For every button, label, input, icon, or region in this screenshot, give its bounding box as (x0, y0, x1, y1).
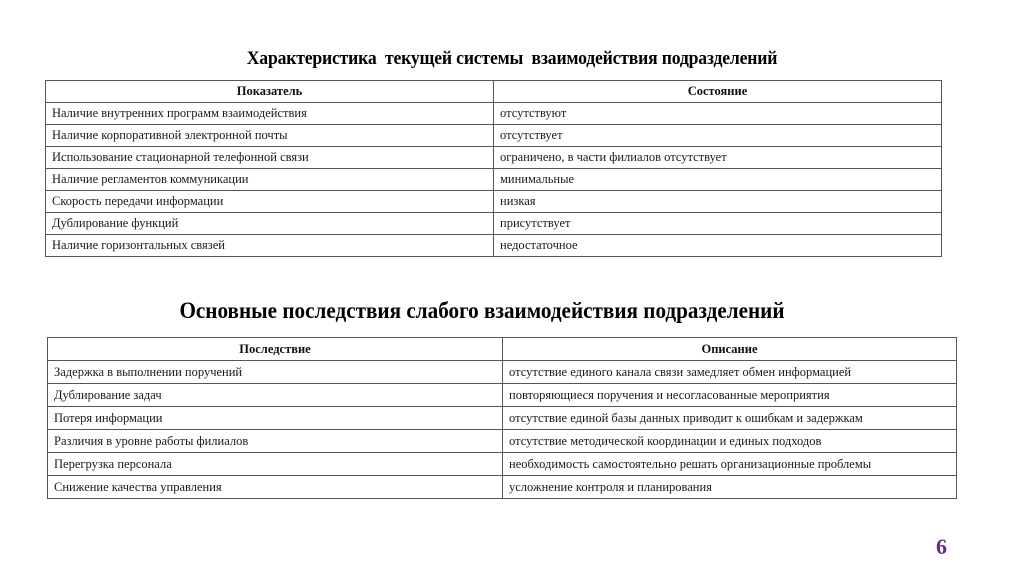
table-row (48, 384, 957, 407)
indicator-cell: Скорость передачи информации (46, 191, 494, 213)
table-row (48, 407, 957, 430)
section1-title: Характеристика текущей системы взаимодействия подразделений (246, 48, 778, 69)
consequences-table (47, 337, 957, 499)
consequence-cell: Различия в уровне работы филиалов (48, 430, 503, 453)
column-header-description: Описание (503, 338, 957, 361)
table-row (46, 191, 942, 213)
description-cell: отсутствие единого канала связи замедляет обмен информацией (503, 361, 957, 384)
current-system-table (45, 80, 942, 257)
table-row (46, 103, 942, 125)
table-row (46, 169, 942, 191)
table-row (46, 147, 942, 169)
status-cell: отсутствуют (494, 103, 942, 125)
status-cell: недостаточное (494, 235, 942, 257)
indicator-cell: Наличие внутренних программ взаимодействия (46, 103, 494, 125)
consequence-cell: Потеря информации (48, 407, 503, 430)
section2-title: Основные последствия слабого взаимодействия подразделений (179, 298, 785, 323)
table-row (46, 235, 942, 257)
page-number: 6 (936, 534, 947, 559)
table-row (46, 125, 942, 147)
consequence-cell: Дублирование задач (48, 384, 503, 407)
column-header-consequence: Последствие (48, 338, 503, 361)
status-cell: минимальные (494, 169, 942, 191)
table-header-row (48, 338, 957, 361)
status-cell: ограничено, в части филиалов отсутствует (494, 147, 942, 169)
consequence-cell: Снижение качества управления (48, 476, 503, 499)
table-row (48, 430, 957, 453)
description-cell: необходимость самостоятельно решать организационные проблемы (503, 453, 957, 476)
status-cell: отсутствует (494, 125, 942, 147)
table-row (48, 361, 957, 384)
description-cell: отсутствие единой базы данных приводит к ошибкам и задержкам (503, 407, 957, 430)
status-cell: низкая (494, 191, 942, 213)
table-row (48, 453, 957, 476)
consequence-cell: Перегрузка персонала (48, 453, 503, 476)
column-header-status: Состояние (494, 81, 942, 103)
table-row (46, 213, 942, 235)
indicator-cell: Наличие корпоративной электронной почты (46, 125, 494, 147)
table-row (48, 476, 957, 499)
indicator-cell: Наличие регламентов коммуникации (46, 169, 494, 191)
description-cell: повторяющиеся поручения и несогласованные мероприятия (503, 384, 957, 407)
indicator-cell: Дублирование функций (46, 213, 494, 235)
table-header-row (46, 81, 942, 103)
status-cell: присутствует (494, 213, 942, 235)
indicator-cell: Наличие горизонтальных связей (46, 235, 494, 257)
consequence-cell: Задержка в выполнении поручений (48, 361, 503, 384)
description-cell: отсутствие методической координации и единых подходов (503, 430, 957, 453)
column-header-indicator: Показатель (46, 81, 494, 103)
description-cell: усложнение контроля и планирования (503, 476, 957, 499)
indicator-cell: Использование стационарной телефонной связи (46, 147, 494, 169)
